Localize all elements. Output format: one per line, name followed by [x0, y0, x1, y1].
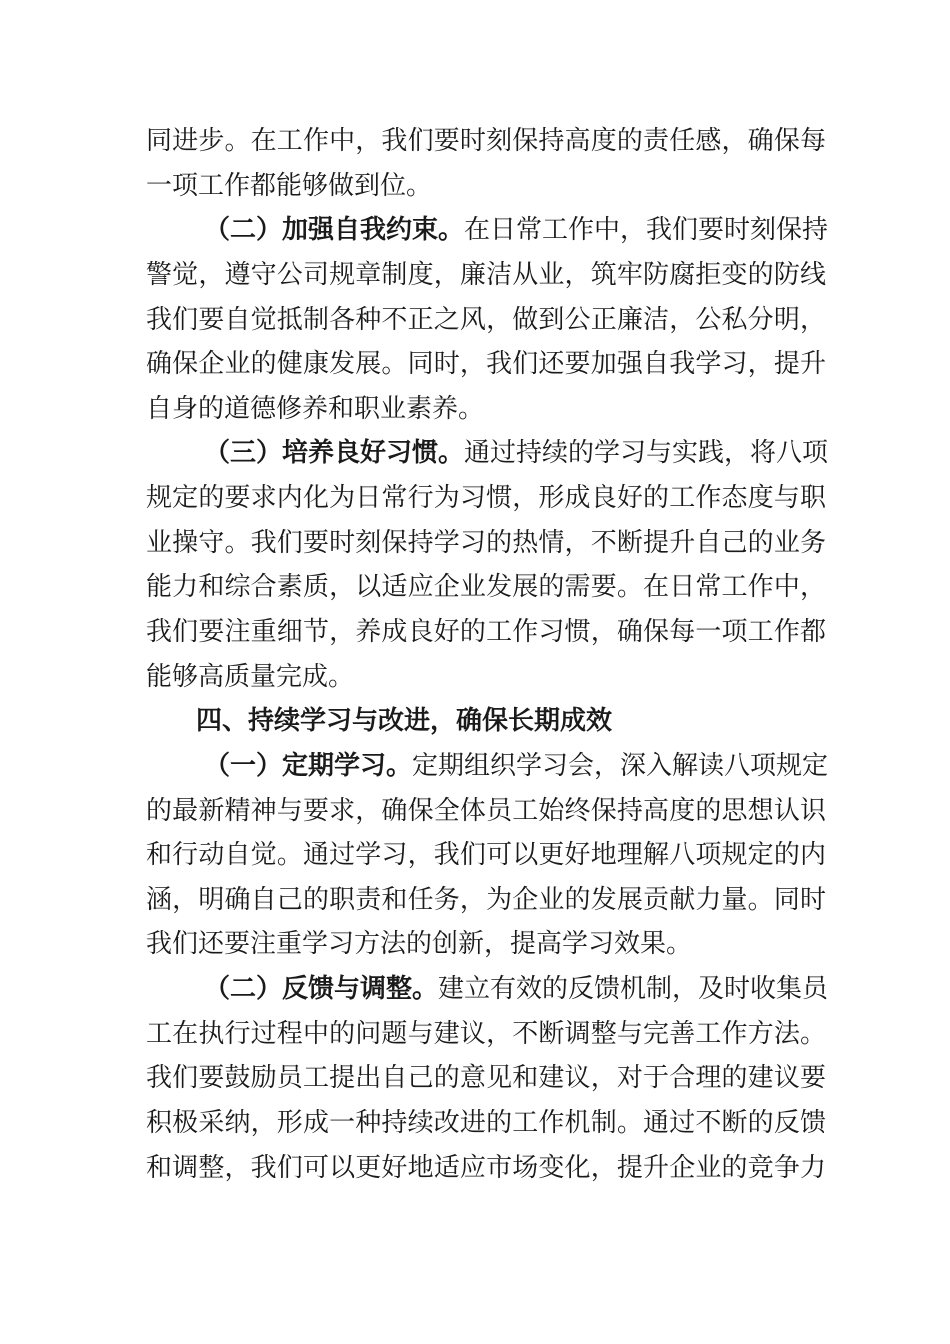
paragraph-line: 一项工作都能够做到位。 — [146, 171, 433, 201]
paragraph-line: 我们要自觉抵制各种不正之风，做到公正廉洁，公私分明， — [146, 305, 826, 335]
paragraph-text: 定期组织学习会，深入解读八项规定 — [412, 751, 829, 781]
paragraph-lead: （二）反馈与调整。 — [204, 974, 439, 1004]
paragraph-line: 能够高质量完成。 — [146, 662, 355, 692]
paragraph-lead: （三）培养良好习惯。 — [204, 438, 465, 468]
paragraph-text: 通过持续的学习与实践，将八项 — [464, 438, 829, 468]
paragraph-line: 和调整，我们可以更好地适应市场变化，提升企业的竞争力 — [146, 1153, 826, 1183]
paragraph-line: 的最新精神与要求，确保全体员工始终保持高度的思想认识 — [146, 796, 826, 826]
paragraph-line: 警觉，遵守公司规章制度，廉洁从业，筑牢防腐拒变的防线 — [146, 260, 826, 290]
paragraph-text: 建立有效的反馈机制，及时收集员 — [438, 974, 829, 1004]
paragraph-lead: （二）加强自我约束。 — [204, 215, 465, 245]
paragraph-line: 积极采纳，形成一种持续改进的工作机制。通过不断的反馈 — [146, 1108, 826, 1138]
paragraph-line: 规定的要求内化为日常行为习惯，形成良好的工作态度与职 — [146, 483, 826, 513]
paragraph-line: 涵，明确自己的职责和任务，为企业的发展贡献力量。同时 — [146, 885, 826, 915]
paragraph-line: 我们还要注重学习方法的创新，提高学习效果。 — [146, 929, 693, 959]
paragraph-first-line — [204, 744, 884, 788]
paragraph-lead: （一）定期学习。 — [204, 751, 413, 781]
paragraph-first-line — [204, 967, 884, 1011]
paragraph-line: 我们要注重细节，养成良好的工作习惯，确保每一项工作都 — [146, 617, 826, 647]
paragraph-line: 和行动自觉。通过学习，我们可以更好地理解八项规定的内 — [146, 840, 826, 870]
paragraph-first-line — [204, 431, 884, 475]
paragraph-line: 确保企业的健康发展。同时，我们还要加强自我学习，提升 — [146, 349, 826, 379]
paragraph-line: 工在执行过程中的问题与建议，不断调整与完善工作方法。 — [146, 1019, 826, 1049]
paragraph-line: 业操守。我们要时刻保持学习的热情，不断提升自己的业务 — [146, 528, 826, 558]
paragraph-first-line — [204, 208, 884, 252]
paragraph-line: 我们要鼓励员工提出自己的意见和建议，对于合理的建议要 — [146, 1063, 826, 1093]
paragraph-line: 同进步。在工作中，我们要时刻保持高度的责任感，确保每 — [146, 126, 826, 156]
paragraph-line: 能力和综合素质，以适应企业发展的需要。在日常工作中， — [146, 572, 826, 602]
paragraph-line: 自身的道德修养和职业素养。 — [146, 394, 485, 424]
paragraph-text: 在日常工作中，我们要时刻保持 — [464, 215, 829, 245]
section-heading: 四、持续学习与改进，确保长期成效 — [196, 706, 613, 736]
